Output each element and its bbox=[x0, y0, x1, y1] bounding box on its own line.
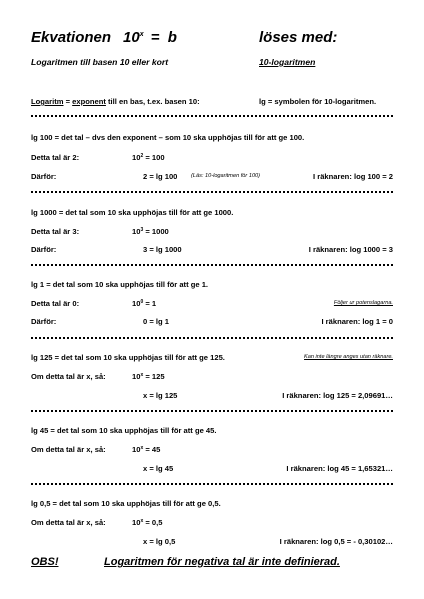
power-base: 10 bbox=[132, 299, 141, 308]
calculator-result: I räknaren: log 125 = 2,09691… bbox=[282, 391, 393, 400]
power-expression bbox=[132, 153, 165, 162]
power-exponent: x bbox=[140, 372, 144, 378]
definition-exponent: exponent bbox=[72, 97, 106, 106]
power-base: 10 bbox=[132, 153, 141, 162]
side-note: Följer ur potenslagarna. bbox=[333, 300, 393, 306]
power-rest: = 0,5 bbox=[143, 518, 163, 527]
title-b: b bbox=[167, 29, 177, 46]
power-rest: = 100 bbox=[143, 153, 165, 162]
separator bbox=[31, 337, 393, 342]
row-label: Därför: bbox=[31, 245, 57, 254]
power-exponent: 2 bbox=[140, 153, 144, 159]
power-expression bbox=[132, 518, 162, 527]
separator bbox=[31, 483, 393, 488]
power-rest: = 1 bbox=[143, 299, 157, 308]
separator bbox=[31, 115, 393, 120]
power-exponent: 0 bbox=[140, 299, 144, 305]
separator bbox=[31, 191, 393, 196]
log-expression: x = lg 125 bbox=[143, 391, 178, 400]
power-expression bbox=[132, 445, 160, 454]
section-heading: lg 1 = det tal som 10 ska upphöjas till för att ge 1. bbox=[31, 280, 209, 289]
log-expression: 0 = lg 1 bbox=[143, 317, 169, 326]
power-base: 10 bbox=[132, 518, 141, 527]
log-expression: x = lg 45 bbox=[143, 464, 174, 473]
definition-eq: = bbox=[63, 97, 73, 106]
row-label: Om detta tal är x, så: bbox=[31, 372, 106, 381]
power-rest: = 1000 bbox=[143, 227, 169, 236]
row-label: Därför: bbox=[31, 172, 57, 181]
power-exponent: x bbox=[140, 518, 144, 524]
separator bbox=[31, 410, 393, 415]
log-expression: x = lg 0,5 bbox=[143, 537, 176, 546]
power-rest: = 45 bbox=[143, 445, 161, 454]
row-label: Detta tal är 3: bbox=[31, 227, 80, 236]
separator bbox=[31, 264, 393, 269]
definition-right: lg = symbolen för 10-logaritmen. bbox=[259, 97, 377, 106]
section-heading: lg 45 = det tal som 10 ska upphöjas till för att ge 45. bbox=[31, 426, 217, 435]
calculator-result: I räknaren: log 1000 = 3 bbox=[308, 245, 393, 254]
row-label: Om detta tal är x, så: bbox=[31, 445, 106, 454]
definition-rest: till en bas, t.ex. basen 10: bbox=[105, 97, 200, 106]
power-expression bbox=[132, 227, 169, 236]
log-expression: 3 = lg 1000 bbox=[143, 245, 182, 254]
calculator-result: I räknaren: log 100 = 2 bbox=[313, 172, 393, 181]
power-expression bbox=[132, 299, 156, 308]
power-expression bbox=[132, 372, 165, 381]
section-heading: lg 125 = det tal som 10 ska upphöjas till för att ge 125. bbox=[31, 353, 225, 362]
power-rest: = 125 bbox=[143, 372, 165, 381]
power-base: 10 bbox=[132, 372, 141, 381]
power-exponent: x bbox=[140, 445, 144, 451]
row-label: Detta tal är 2: bbox=[31, 153, 80, 162]
title-left: Ekvationen bbox=[31, 29, 112, 46]
row-label: Därför: bbox=[31, 317, 57, 326]
section-heading: lg 0,5 = det tal som 10 ska upphöjas till för att ge 0,5. bbox=[31, 499, 221, 508]
power-base: 10 bbox=[132, 445, 141, 454]
calculator-result: I räknaren: log 45 = 1,65321… bbox=[286, 464, 393, 473]
obs-label: OBS! bbox=[31, 556, 59, 568]
footer-note: Logaritmen för negativa tal är inte definierad. bbox=[104, 556, 340, 568]
reading-note: (Läs: 10-logaritmen för 100) bbox=[191, 173, 261, 179]
power-base: 10 bbox=[132, 227, 141, 236]
title-right: löses med: bbox=[259, 29, 338, 46]
section-heading: lg 100 = det tal – dvs den exponent – som 10 ska upphöjas till för att ge 100. bbox=[31, 133, 305, 142]
subtitle-right: 10-logaritmen bbox=[259, 57, 316, 67]
section-heading: lg 1000 = det tal som 10 ska upphöjas till för att ge 1000. bbox=[31, 208, 234, 217]
side-note: Kan inte längre anges utan räknare. bbox=[304, 354, 393, 360]
power-exponent: 3 bbox=[140, 227, 144, 233]
row-label: Detta tal är 0: bbox=[31, 299, 80, 308]
definition-word: Logaritm bbox=[31, 97, 64, 106]
subtitle-left: Logaritmen till basen 10 eller kort bbox=[31, 57, 169, 67]
title-base: 10 bbox=[123, 29, 140, 46]
log-expression: 2 = lg 100 bbox=[143, 172, 178, 181]
title-equals: = bbox=[150, 29, 160, 46]
row-label: Om detta tal är x, så: bbox=[31, 518, 106, 527]
title-exponent: x bbox=[139, 31, 144, 38]
title-equation bbox=[123, 29, 177, 46]
definition-line bbox=[31, 97, 200, 106]
calculator-result: I räknaren: log 0,5 = - 0,30102… bbox=[279, 537, 393, 546]
calculator-result: I räknaren: log 1 = 0 bbox=[321, 317, 393, 326]
